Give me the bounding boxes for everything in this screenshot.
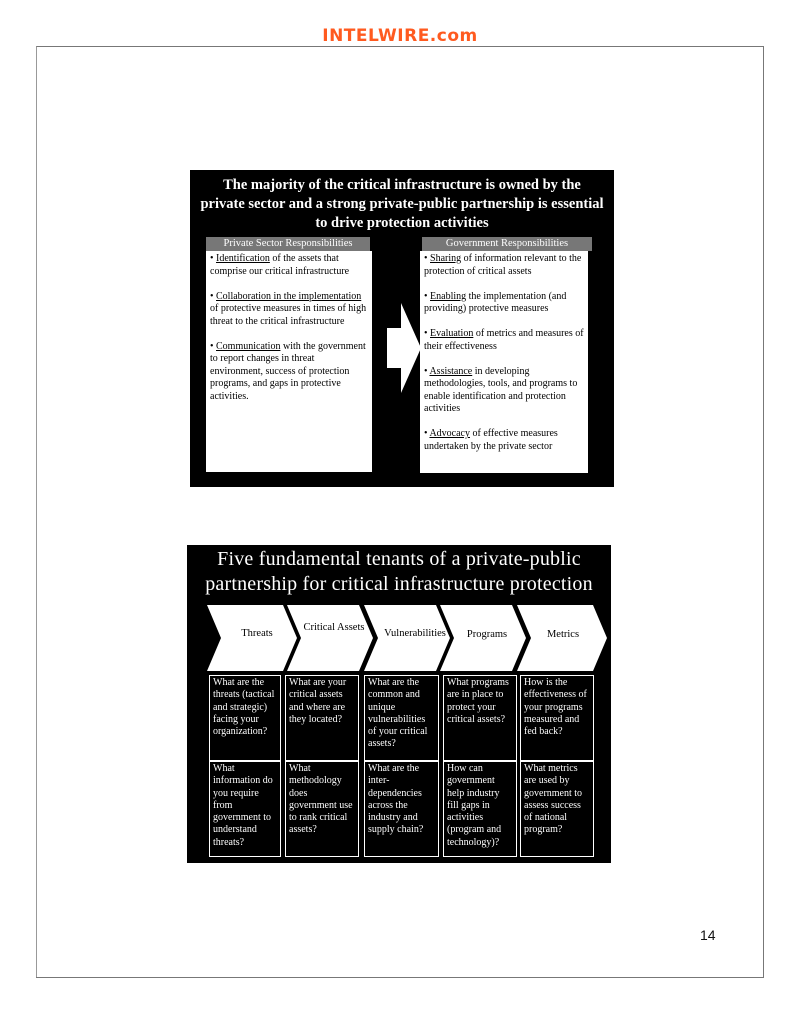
list-item: • Sharing of information relevant to the protection of critical assets: [424, 253, 582, 277]
stage-label: Programs: [466, 629, 508, 640]
brand-header: INTELWIRE.com: [322, 26, 478, 46]
government-list: [420, 251, 588, 473]
item-term: Collaboration in the implementation: [216, 290, 362, 302]
item-term: Advocacy: [429, 428, 470, 439]
question-cell: What are the threats (tactical and strategic) facing your organization?: [209, 675, 281, 761]
slide2-title: [187, 547, 611, 597]
stage-label: Vulnerabilities: [384, 628, 446, 639]
page-number: 14: [700, 927, 716, 943]
item-text: of effective measures undertaken by the private sector: [424, 428, 558, 452]
question-cell: What metrics are used by government to assess success of national program?: [520, 761, 594, 857]
item-text: with the government to report changes in threat environment, success of protection programs, and gaps in protective activities.: [210, 340, 366, 402]
government-heading: Government Responsibilities: [422, 237, 592, 251]
stage-label: Critical Assets: [303, 622, 365, 633]
stage-label: Threats: [241, 628, 273, 639]
slide2-title-line2: partnership for critical infrastructure protection: [205, 573, 593, 595]
item-term: Sharing: [430, 253, 462, 264]
right-arrow-icon: [387, 303, 421, 393]
question-cell: What are the inter-dependencies across the industry and supply chain?: [364, 761, 439, 857]
list-item: • Collaboration in the implementation of protective measures in times of high threat to the critical infrastructure: [210, 290, 367, 327]
private-sector-list: [206, 251, 372, 472]
slide2-title-line1: Five fundamental tenants of a private-public: [217, 548, 581, 570]
question-cell: What are your critical assets and where are they located?: [285, 675, 359, 761]
list-item: • Identification of the assets that comprise our critical infrastructure: [210, 253, 350, 277]
question-cell: How can government help industry fill gaps in activities (program and technology)?: [443, 761, 517, 857]
question-cell: What methodology does government use to rank critical assets?: [285, 761, 359, 857]
list-item: • Communication with the government to report changes in threat environment, success of protection programs, and gaps in protective activities.: [210, 340, 366, 402]
item-term: Evaluation: [430, 328, 474, 339]
item-text: of protective measures in times of high threat to the critical infrastructure: [210, 303, 367, 327]
list-item: • Evaluation of metrics and measures of their effectiveness: [424, 328, 584, 352]
question-cell: How is the effectiveness of your programs measured and fed back?: [520, 675, 594, 761]
item-term: Identification: [216, 253, 270, 264]
slide-responsibilities: [190, 170, 614, 487]
private-sector-heading: Private Sector Responsibilities: [206, 237, 370, 251]
item-term: Enabling: [430, 290, 467, 302]
stage-label: Metrics: [546, 629, 580, 640]
item-term: Assistance: [429, 365, 473, 377]
chevron-critical-assets: [287, 605, 373, 671]
item-text: of metrics and measures of their effectiveness: [424, 328, 584, 352]
list-item: • Enabling the implementation (and providing) protective measures: [424, 290, 567, 314]
page-bottom-rule: [36, 977, 764, 978]
item-text: of information relevant to the protection of critical assets: [424, 253, 582, 277]
slide-five-tenants: [187, 545, 611, 863]
slide1-title: The majority of the critical infrastructure is owned by the private sector and a strong private-public partnership is essential to drive protection activities: [200, 177, 604, 231]
list-item: • Advocacy of effective measures undertaken by the private sector: [424, 428, 558, 452]
question-cell: What information do you require from government to understand threats?: [209, 761, 281, 857]
item-text: in developing methodologies, tools, and programs to enable identification and protection activities: [424, 365, 578, 414]
question-cell: What are the common and unique vulnerabilities of your critical assets?: [364, 675, 439, 761]
item-text: the implementation (and providing) protective measures: [424, 290, 567, 314]
question-cell: What programs are in place to protect your critical assets?: [443, 675, 517, 761]
item-term: Communication: [216, 340, 281, 352]
list-item: • Assistance in developing methodologies, tools, and programs to enable identification and protection activities: [424, 365, 578, 414]
item-text: of the assets that comprise our critical infrastructure: [210, 253, 350, 277]
